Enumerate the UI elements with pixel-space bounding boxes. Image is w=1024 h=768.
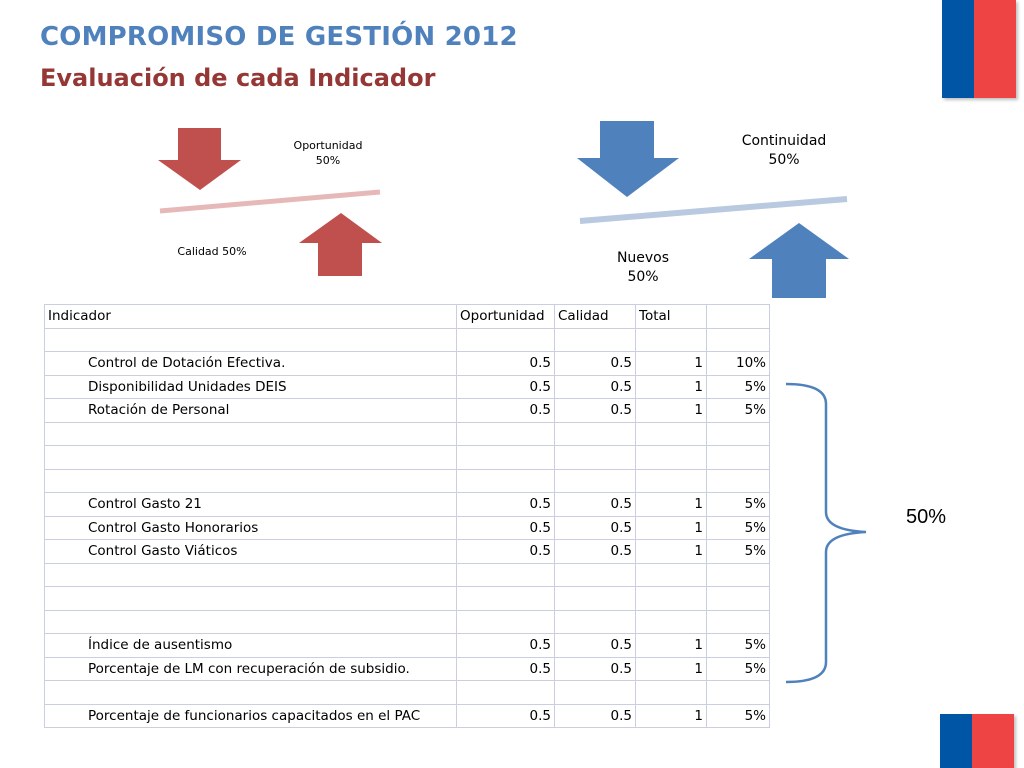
table-row [45, 704, 770, 728]
cell-weight: 5% [707, 516, 770, 540]
right-top-label [724, 132, 844, 170]
table-row [45, 399, 770, 423]
cell-calidad: 0.5 [555, 704, 636, 728]
cell-calidad: 0.5 [555, 540, 636, 564]
cell-oportunidad [457, 469, 555, 493]
cell-calidad [555, 587, 636, 611]
cell-oportunidad [457, 328, 555, 352]
cell-weight [707, 446, 770, 470]
table-header-row [45, 305, 770, 329]
cell-oportunidad: 0.5 [457, 352, 555, 376]
cell-calidad [555, 681, 636, 705]
cell-total [636, 587, 707, 611]
cell-indicator: Índice de ausentismo [45, 634, 457, 658]
left-top-label-line2: 50% [315, 154, 341, 167]
cell-total: 1 [636, 540, 707, 564]
cell-total [636, 328, 707, 352]
cell-oportunidad: 0.5 [457, 493, 555, 517]
table-row [45, 657, 770, 681]
table-row [45, 516, 770, 540]
cell-indicator [45, 422, 457, 446]
header-calidad: Calidad [555, 305, 636, 329]
cell-calidad: 0.5 [555, 516, 636, 540]
cell-indicator [45, 587, 457, 611]
table-row [45, 681, 770, 705]
cell-weight: 5% [707, 375, 770, 399]
page-title: COMPROMISO DE GESTIÓN 2012 [40, 22, 518, 52]
table-row [45, 375, 770, 399]
header-total: Total [636, 305, 707, 329]
cell-calidad [555, 446, 636, 470]
cell-total: 1 [636, 634, 707, 658]
cell-indicator: Control Gasto Viáticos [45, 540, 457, 564]
cell-indicator: Control Gasto Honorarios [45, 516, 457, 540]
cell-total: 1 [636, 352, 707, 376]
cell-oportunidad: 0.5 [457, 399, 555, 423]
cell-oportunidad [457, 446, 555, 470]
cell-weight: 5% [707, 634, 770, 658]
indicator-table [44, 304, 770, 728]
page-subtitle: Evaluación de cada Indicador [40, 64, 436, 92]
cell-weight [707, 681, 770, 705]
cell-indicator: Porcentaje de LM con recuperación de subsidio. [45, 657, 457, 681]
cell-calidad: 0.5 [555, 657, 636, 681]
cell-calidad: 0.5 [555, 375, 636, 399]
cell-weight [707, 610, 770, 634]
cell-total [636, 469, 707, 493]
cell-weight [707, 422, 770, 446]
cell-indicator: Control Gasto 21 [45, 493, 457, 517]
table-row [45, 446, 770, 470]
cell-total [636, 681, 707, 705]
cell-total [636, 422, 707, 446]
cell-oportunidad: 0.5 [457, 375, 555, 399]
cell-oportunidad: 0.5 [457, 516, 555, 540]
right-top-label-line1: Continuidad [741, 133, 827, 149]
right-scale-beam [580, 199, 847, 221]
right-top-label-line2: 50% [768, 152, 800, 168]
cell-total: 1 [636, 399, 707, 423]
cell-calidad [555, 422, 636, 446]
cell-calidad: 0.5 [555, 352, 636, 376]
table-row [45, 634, 770, 658]
cell-indicator: Control de Dotación Efectiva. [45, 352, 457, 376]
table-row [45, 540, 770, 564]
cell-total: 1 [636, 493, 707, 517]
cell-indicator [45, 469, 457, 493]
left-scale-beam [160, 192, 380, 211]
cell-total: 1 [636, 375, 707, 399]
right-bottom-label-line2: 50% [627, 269, 659, 285]
cell-weight [707, 587, 770, 611]
cell-calidad [555, 610, 636, 634]
cell-calidad [555, 563, 636, 587]
right-bottom-label-line1: Nuevos [616, 250, 670, 266]
cell-oportunidad: 0.5 [457, 704, 555, 728]
cell-oportunidad [457, 587, 555, 611]
cell-indicator [45, 328, 457, 352]
cell-oportunidad: 0.5 [457, 540, 555, 564]
cell-indicator [45, 681, 457, 705]
cell-oportunidad [457, 681, 555, 705]
cell-weight: 5% [707, 399, 770, 423]
brace-percentage-label: 50% [906, 506, 947, 528]
cell-weight [707, 563, 770, 587]
left-up-arrow-icon [299, 213, 382, 276]
cell-calidad [555, 469, 636, 493]
table-row [45, 352, 770, 376]
left-top-label-line1: Oportunidad [293, 139, 363, 152]
cell-weight: 10% [707, 352, 770, 376]
cell-total [636, 610, 707, 634]
cell-total: 1 [636, 657, 707, 681]
table-row [45, 469, 770, 493]
header-indicator: Indicador [45, 305, 457, 329]
cell-oportunidad: 0.5 [457, 634, 555, 658]
cell-calidad: 0.5 [555, 493, 636, 517]
cell-indicator: Porcentaje de funcionarios capacitados en el PAC [45, 704, 457, 728]
cell-weight: 5% [707, 540, 770, 564]
cell-oportunidad [457, 563, 555, 587]
cell-weight [707, 469, 770, 493]
header-weight [707, 305, 770, 329]
left-bottom-label: Calidad 50% [177, 245, 247, 258]
cell-total [636, 446, 707, 470]
cell-weight [707, 328, 770, 352]
table-row [45, 493, 770, 517]
right-brace-icon [786, 384, 866, 682]
cell-oportunidad [457, 422, 555, 446]
right-up-arrow-icon [749, 223, 849, 298]
cell-weight: 5% [707, 493, 770, 517]
table-row [45, 563, 770, 587]
cell-weight: 5% [707, 657, 770, 681]
table-row [45, 422, 770, 446]
cell-calidad: 0.5 [555, 399, 636, 423]
cell-total [636, 563, 707, 587]
cell-total: 1 [636, 516, 707, 540]
header-oportunidad: Oportunidad [457, 305, 555, 329]
right-bottom-label [593, 249, 693, 287]
cell-indicator [45, 446, 457, 470]
left-top-label [278, 138, 378, 168]
cell-indicator [45, 610, 457, 634]
table-row [45, 328, 770, 352]
cell-indicator: Rotación de Personal [45, 399, 457, 423]
table-row [45, 587, 770, 611]
table-row [45, 610, 770, 634]
cell-oportunidad: 0.5 [457, 657, 555, 681]
cell-indicator [45, 563, 457, 587]
cell-calidad: 0.5 [555, 634, 636, 658]
left-down-arrow-icon [158, 128, 241, 190]
cell-calidad [555, 328, 636, 352]
cell-total: 1 [636, 704, 707, 728]
cell-indicator: Disponibilidad Unidades DEIS [45, 375, 457, 399]
cell-oportunidad [457, 610, 555, 634]
right-down-arrow-icon [577, 121, 679, 197]
cell-weight: 5% [707, 704, 770, 728]
